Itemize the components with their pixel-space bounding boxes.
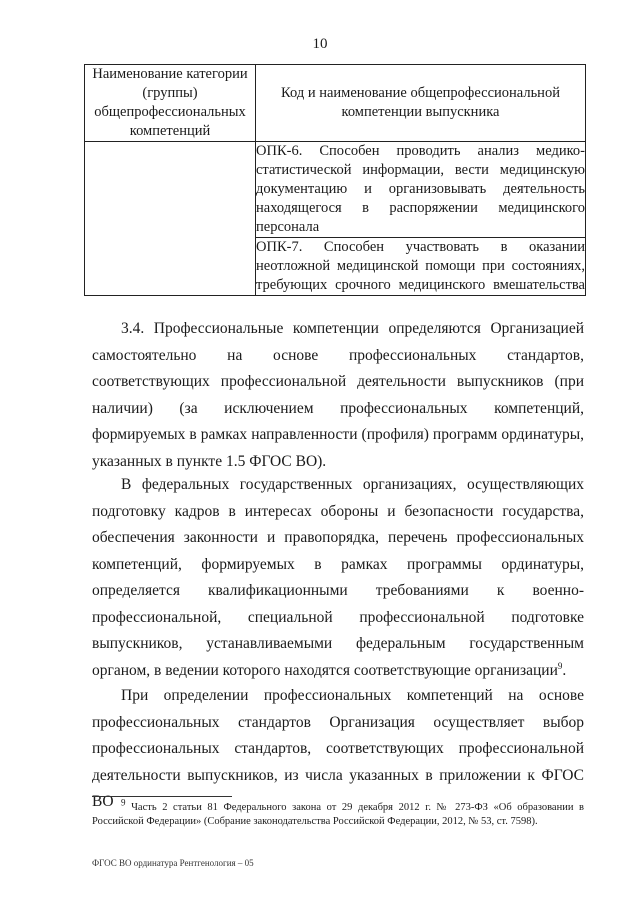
header-competence: Код и наименование общепрофессиональной компетенции выпускника — [256, 65, 586, 142]
footnote — [92, 797, 584, 829]
table-header-row — [85, 65, 586, 142]
footnote-divider — [92, 796, 232, 797]
paragraph-federal-end: . — [562, 661, 567, 679]
competence-cell-opk6 — [256, 142, 586, 238]
footnote-reference[interactable]: 9 — [557, 660, 563, 671]
paragraph-standards-selection: При определении профессиональных компетенций на основе профессиональных стандартов Организация осуществляет выбор профессиональных стандартов, соответствующих профессиональной деятельности выпускников, из числа указанных в приложении к ФГОС ВО — [92, 687, 584, 810]
page-number: 10 — [312, 36, 328, 52]
footnote-text: Часть 2 статьи 81 Федерального закона от 29 декабря 2012 г. № 273-ФЗ «Об образовании в Российской Федерации» (Собрание законодательства Российской Федерации, 2012, № 53, ст. 7598). — [92, 802, 584, 827]
page-footer: ФГОС ВО ординатура Рентгенология – 05 — [92, 858, 254, 868]
header-category: Наименование категории (группы) общепрофессиональных компетенций — [85, 65, 256, 142]
competence-cell-opk7 — [256, 238, 586, 296]
competence-text-opk7: ОПК-7. Способен участвовать в оказании неотложной медицинской помощи при состояниях, требующих срочного медицинского вмешательства — [256, 239, 585, 293]
competence-table — [84, 64, 586, 296]
category-cell — [85, 142, 256, 296]
paragraph-federal-organizations — [92, 472, 584, 684]
table-row — [85, 142, 586, 238]
footnote-mark: 9 — [121, 797, 126, 808]
paragraph-federal-text: В федеральных государственных организациях, осуществляющих подготовку кадров в интересах обороны и безопасности государства, обеспечения законности и правопорядка, перечень профессиональных компетенций, формируемых в рамках программы ординатуры, определяется квалификационными требованиями к военно-профессиональной, специальной профессиональной подготовке выпускников, устанавливаемыми федеральным государственным органом, в ведении которого находятся соответствующие организации — [92, 476, 584, 679]
paragraph-3-4: 3.4. Профессиональные компетенции определяются Организацией самостоятельно на основе профессиональных стандартов, соответствующих профессиональной деятельности выпускников (при наличии) (за исключением профессиональных компетенций, формируемых в рамках направленности (профиля) программ ординатуры, указанных в пункте 1.5 ФГОС ВО). — [92, 320, 584, 470]
competence-text-opk6: ОПК-6. Способен проводить анализ медико-статистической информации, вести медицинскую документацию и организовывать деятельность находящегося в распоряжении медицинского персонала — [256, 143, 585, 235]
